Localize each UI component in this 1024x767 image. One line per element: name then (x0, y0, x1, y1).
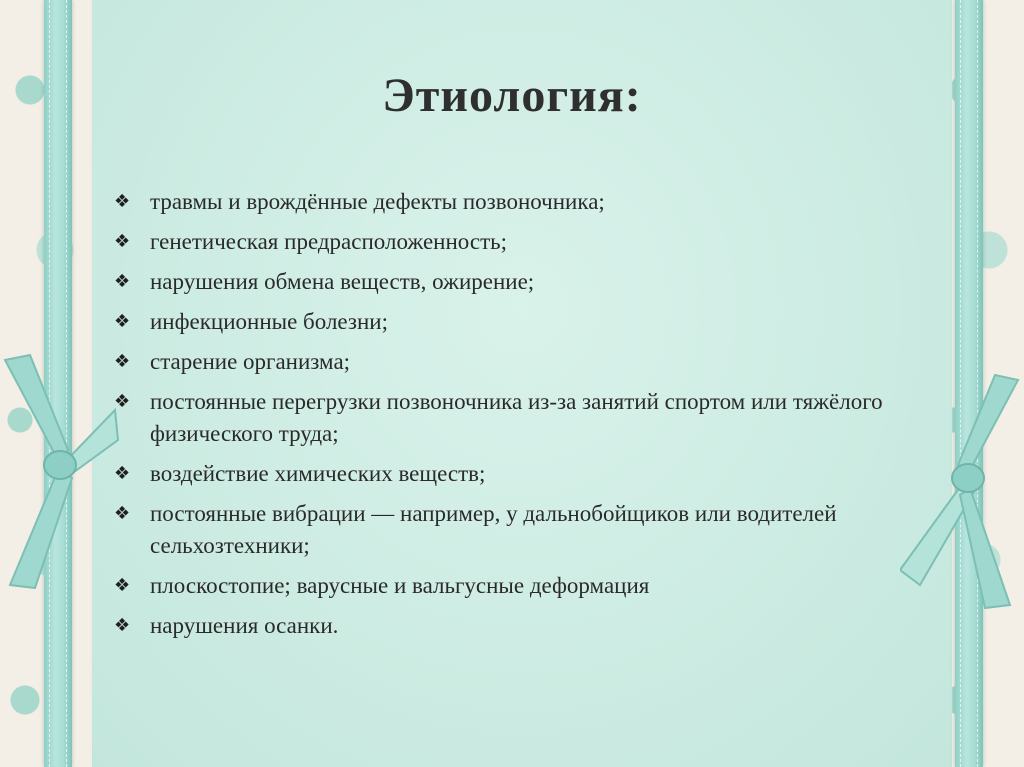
list-item (114, 458, 944, 490)
diamond-bullet-icon: ❖ (114, 311, 131, 332)
list-item (114, 386, 944, 450)
list-item-text: генетическая предрасположенность; (150, 229, 508, 254)
list-item (114, 226, 944, 258)
list-item (114, 498, 944, 562)
list-item (114, 570, 944, 602)
list-item-text: нарушения обмена веществ, ожирение; (150, 269, 535, 294)
list-item (114, 306, 944, 338)
list-item-text: травмы и врождённые дефекты позвоночника; (150, 189, 605, 214)
list-item-text: воздействие химических веществ; (150, 461, 486, 486)
diamond-bullet-icon: ❖ (114, 503, 131, 524)
list-item (114, 610, 944, 642)
diamond-bullet-icon: ❖ (114, 231, 131, 252)
list-item-text: постоянные перегрузки позвоночника из-за занятий спортом или тяжёлого физического труда; (150, 389, 883, 446)
diamond-bullet-icon: ❖ (114, 391, 131, 412)
list-item (114, 266, 944, 298)
bow-left-decoration (0, 350, 120, 590)
etiology-list (114, 186, 944, 650)
list-item (114, 346, 944, 378)
diamond-bullet-icon: ❖ (114, 463, 131, 484)
list-item-text: плоскостопие; варусные и вальгусные деформация (150, 573, 650, 598)
diamond-bullet-icon: ❖ (114, 191, 131, 212)
list-item-text: старение организма; (150, 349, 351, 374)
list-item-text: постоянные вибрации — например, у дальнобойщиков или водителей сельхозтехники; (150, 501, 837, 558)
list-item-text: нарушения осанки. (150, 613, 339, 638)
list-item (114, 186, 944, 218)
diamond-bullet-icon: ❖ (114, 271, 131, 292)
diamond-bullet-icon: ❖ (114, 615, 131, 636)
diamond-bullet-icon: ❖ (114, 351, 131, 372)
list-item-text: инфекционные болезни; (150, 309, 389, 334)
slide-title: Этиология: (382, 69, 642, 122)
diamond-bullet-icon: ❖ (114, 575, 131, 596)
